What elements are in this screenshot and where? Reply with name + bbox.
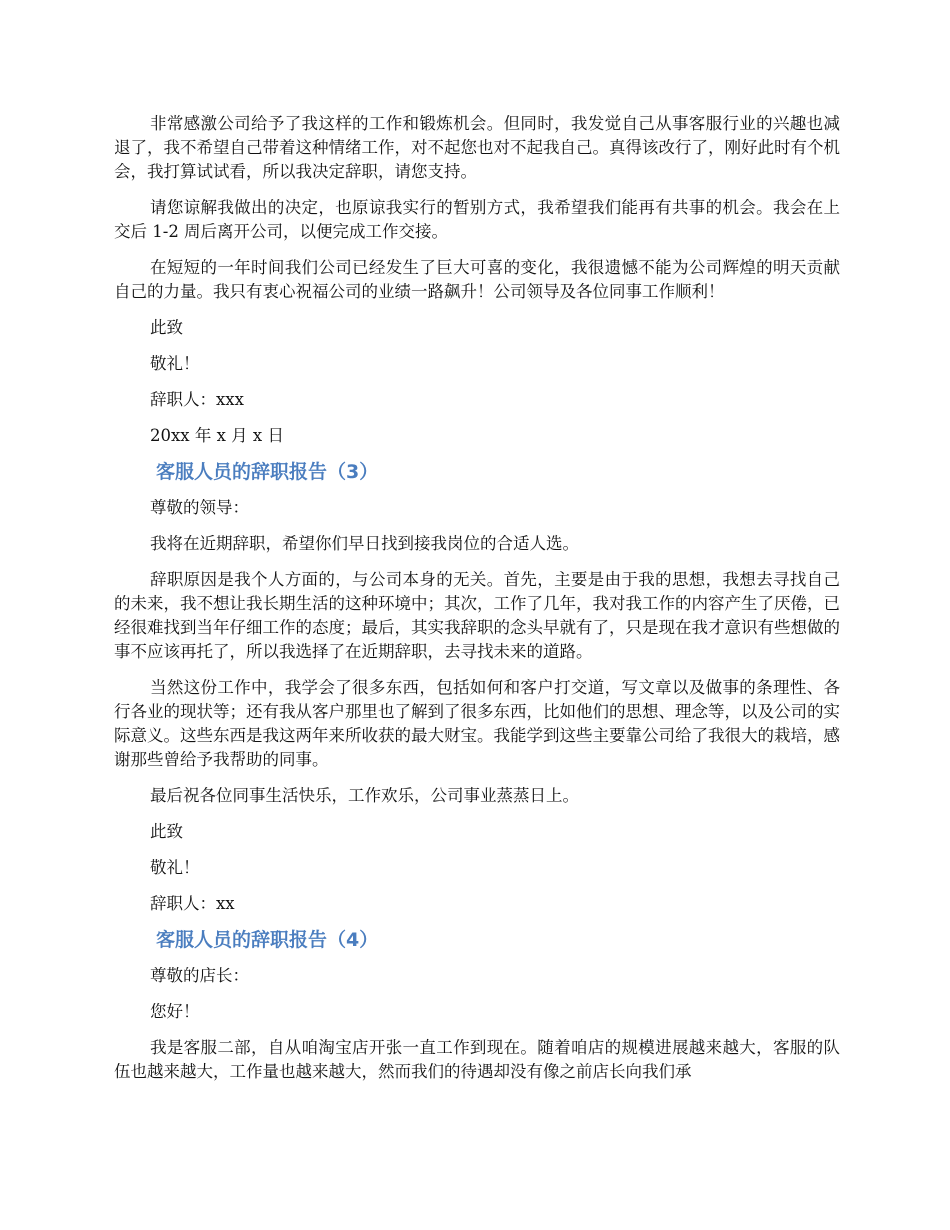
- paragraph-reasons: 辞职原因是我个人方面的，与公司本身的无关。首先，主要是由于我的思想，我想去寻找自己的未来，我不想让我长期生活的这种环境中；其次，工作了几年，我对我工作的内容产生了厌倦，已经很难找到当年仔细工作的态度；最后，其实我辞职的念头早就有了，只是现在我才意识有些想做的事不应该再托了，所以我选择了在近期辞职，去寻找未来的道路。: [114, 570, 840, 661]
- closing-line: 此致: [150, 318, 183, 337]
- paragraph-learnings: 当然这份工作中，我学会了很多东西，包括如何和客户打交道，写文章以及做事的条理性、各行各业的现状等；还有我从客户那里也了解到了很多东西，比如他们的思想、理念等，以及公司的实际意义。这些东西是我这两年来所收获的最大财宝。我能学到这些主要靠公司给了我很大的栽培，感谢那些曾给予我帮助的同事。: [114, 678, 840, 769]
- section-heading-4: 客服人员的辞职报告（4）: [156, 929, 379, 951]
- greeting-line: 您好！: [150, 1002, 200, 1021]
- date-line: 20xx 年 x 月 x 日: [150, 426, 284, 445]
- paragraph-gratitude: 非常感激公司给予了我这样的工作和锻炼机会。但同时，我发觉自己从事客服行业的兴趣也减退了，我不希望自己带着这种情绪工作，对不起您也对不起我自己。真得该改行了，刚好此时有个机会，我打算试试看，所以我决定辞职，请您支持。: [114, 114, 840, 181]
- regards-line: 敬礼！: [150, 354, 200, 373]
- paragraph-understanding: 请您谅解我做出的决定，也原谅我实行的暂别方式，我希望我们能再有共事的机会。我会在上交后 1-2 周后离开公司，以便完成工作交接。: [114, 198, 840, 241]
- signer-line: 辞职人：xxx: [150, 390, 244, 409]
- paragraph-intent: 我将在近期辞职，希望你们早日找到接我岗位的合适人选。: [150, 534, 579, 553]
- signer-line: 辞职人：xx: [150, 894, 235, 913]
- paragraph-blessing: 在短短的一年时间我们公司已经发生了巨大可喜的变化，我很遗憾不能为公司辉煌的明天贡献自己的力量。我只有衷心祝福公司的业绩一路飙升！公司领导及各位同事工作顺利！: [114, 258, 840, 301]
- section-heading-3: 客服人员的辞职报告（3）: [156, 461, 379, 483]
- salutation-line: 尊敬的领导：: [150, 498, 249, 517]
- regards-line: 敬礼！: [150, 858, 200, 877]
- paragraph-wishes: 最后祝各位同事生活快乐，工作欢乐，公司事业蒸蒸日上。: [150, 786, 579, 805]
- salutation-line: 尊敬的店长：: [150, 966, 249, 985]
- document-body: [114, 112, 840, 1096]
- closing-line: 此致: [150, 822, 183, 841]
- paragraph-introduction: 我是客服二部，自从咱淘宝店开张一直工作到现在。随着咱店的规模进展越来越大，客服的队伍也越来越大，工作量也越来越大，然而我们的待遇却没有像之前店长向我们承: [114, 1038, 840, 1081]
